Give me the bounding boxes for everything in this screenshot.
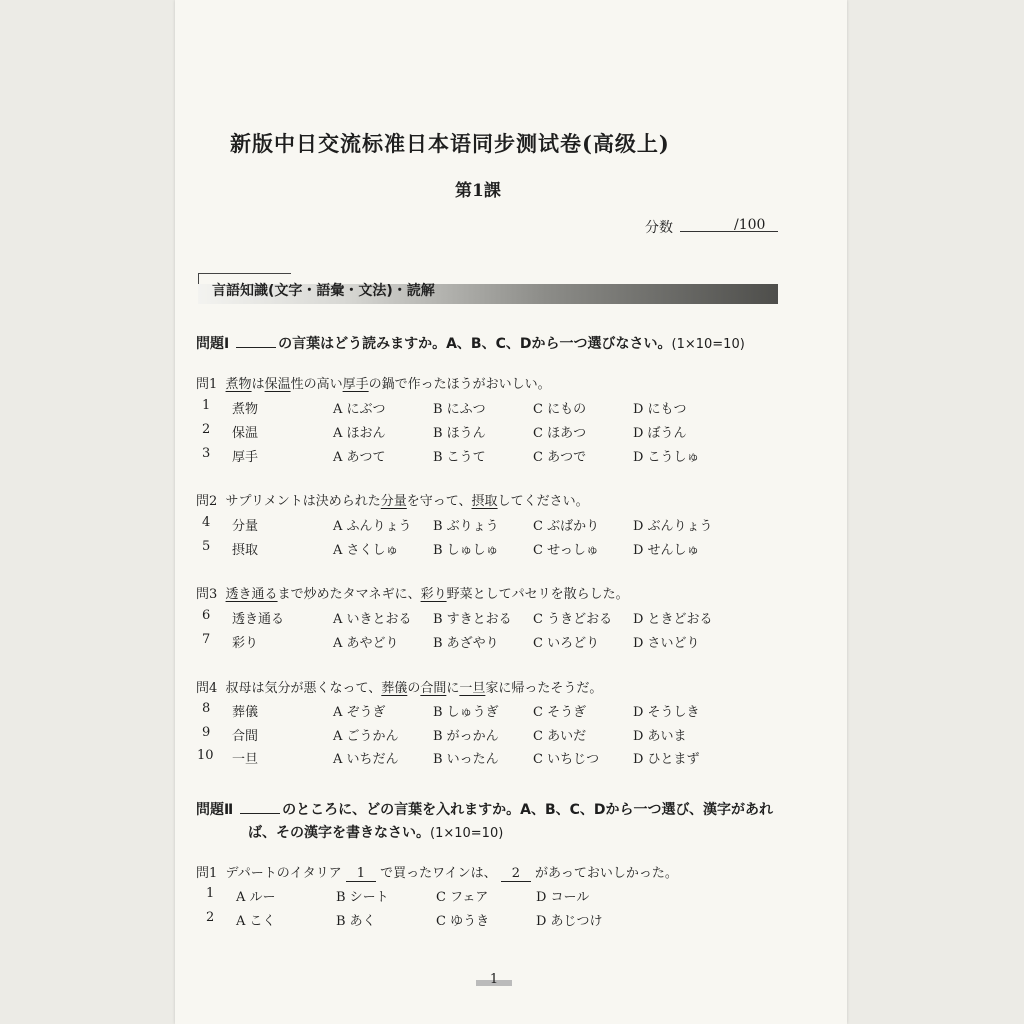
problem1-label: 問題Ⅰ — [196, 336, 230, 352]
item-word: 厚手 — [232, 450, 259, 465]
choice-b: B がっかん — [433, 729, 499, 744]
choice-d: D そうしき — [633, 705, 700, 720]
choice-a: A いちだん — [333, 752, 399, 767]
section-heading: 言語知識(文字・語彙・文法)・読解 — [212, 283, 435, 299]
problem2-text: ば、その漢字を書きなさい。 — [248, 825, 430, 841]
score-label-text: 分数 — [645, 220, 673, 236]
item-word: 葬儀 — [232, 705, 259, 720]
item-number: 4 — [202, 515, 211, 530]
choice-c: C いちじつ — [533, 752, 600, 767]
choice-a: A ぞうぎ — [333, 705, 386, 720]
question-text: まで炒めたタマネギに、 — [277, 587, 421, 602]
item-number: 3 — [202, 446, 211, 461]
question-underlined-word: 彩り — [420, 587, 447, 602]
question-text: を守って、 — [406, 494, 472, 509]
choice-a: A いきとおる — [333, 612, 412, 627]
choice-c: C うきどおる — [533, 612, 613, 627]
question-underlined-word: 透き通る — [225, 587, 278, 602]
question-text: サプリメントは決められた — [225, 494, 381, 509]
choice-c: C ぶばかり — [533, 519, 600, 534]
item-word: 透き通る — [232, 612, 285, 627]
item-number: 10 — [197, 748, 214, 763]
item-number: 1 — [206, 886, 215, 901]
choice-c: C あいだ — [533, 729, 587, 744]
problem2-question-1 — [196, 862, 678, 882]
question-label: 問4 — [196, 681, 218, 696]
score-underline — [732, 231, 778, 232]
choice-a: A ほおん — [333, 426, 386, 441]
choice-a: A さくしゅ — [333, 543, 399, 558]
problem2-heading — [196, 799, 773, 819]
question-text: 家に帰ったそうだ。 — [485, 681, 603, 696]
item-number: 7 — [202, 632, 211, 647]
problem2-points: (1×10=10) — [430, 826, 504, 841]
choice-b: B にふつ — [433, 402, 486, 417]
choice-c: C そうぎ — [533, 705, 587, 720]
page-number-text: 1 — [489, 972, 499, 987]
problem1-blank — [236, 335, 276, 348]
choice-b: B あざやり — [433, 636, 499, 651]
question-label: 問1 — [196, 866, 218, 881]
choice-d: D あいま — [633, 729, 687, 744]
item-number: 2 — [202, 422, 211, 437]
question-2 — [196, 490, 589, 509]
choice-a: A ふんりょう — [333, 519, 412, 534]
question-label: 問2 — [196, 494, 218, 509]
question-label: 問1 — [196, 377, 218, 392]
question-text: の鍋で作ったほうがおいしい。 — [368, 377, 551, 392]
choice-c: C フェア — [436, 890, 489, 905]
choice-d: D さいどり — [633, 636, 700, 651]
choice-c: C せっしゅ — [533, 543, 599, 558]
choice-d: D あじつけ — [536, 914, 603, 929]
question-text: があっておいしかった。 — [534, 866, 678, 881]
choice-d: D にもつ — [633, 402, 687, 417]
problem2-heading-line2 — [248, 822, 503, 842]
item-word: 一旦 — [232, 752, 259, 767]
choice-b: B ぶりょう — [433, 519, 499, 534]
problem2-label: 問題Ⅱ — [196, 802, 234, 818]
choice-c: C いろどり — [533, 636, 600, 651]
choice-b: B しゅうぎ — [433, 705, 499, 720]
item-word: 摂取 — [232, 543, 259, 558]
choice-a: A あやどり — [333, 636, 399, 651]
question-underlined-word: 摂取 — [471, 494, 498, 509]
choice-c: C にもの — [533, 402, 587, 417]
choice-d: D コール — [536, 890, 590, 905]
item-word: 煮物 — [232, 402, 259, 417]
item-word: 保温 — [232, 426, 259, 441]
choice-b: B こうて — [433, 450, 486, 465]
blank-1: 1 — [346, 866, 376, 882]
score-label — [645, 217, 673, 237]
question-text: 野菜としてパセリを散らした。 — [446, 587, 629, 602]
question-label: 問3 — [196, 587, 218, 602]
question-text: デパートのイタリア — [225, 866, 342, 881]
choice-b: B しゅしゅ — [433, 543, 499, 558]
choice-a: A ルー — [236, 890, 276, 905]
item-word: 分量 — [232, 519, 259, 534]
question-text: 性の高い — [290, 377, 343, 392]
question-text: で買ったワインは、 — [380, 866, 497, 881]
choice-d: D せんしゅ — [633, 543, 700, 558]
question-1 — [196, 373, 551, 392]
page-number — [476, 972, 512, 987]
problem2-text: のところに、どの言葉を入れますか。A、B、C、Dから一つ選び、漢字があれ — [282, 802, 773, 818]
question-text: に — [446, 681, 460, 696]
question-underlined-word: 分量 — [380, 494, 407, 509]
problem1-text: の言葉はどう読みますか。A、B、C、Dから一つ選びなさい。 — [278, 336, 672, 352]
problem1-heading — [196, 333, 745, 353]
score-total: /100 — [734, 217, 766, 233]
item-number: 2 — [206, 910, 215, 925]
choice-c: C ゆうき — [436, 914, 490, 929]
problem2-blank — [240, 801, 280, 814]
question-underlined-word: 保温 — [264, 377, 291, 392]
blank-2: 2 — [501, 866, 531, 882]
item-number: 5 — [202, 539, 211, 554]
score-blank — [680, 231, 732, 232]
choice-b: B ほうん — [433, 426, 486, 441]
question-underlined-word: 葬儀 — [381, 681, 408, 696]
item-number: 6 — [202, 608, 211, 623]
item-number: 9 — [202, 725, 211, 740]
question-text: してください。 — [497, 494, 589, 509]
item-word: 彩り — [232, 636, 259, 651]
problem1-points: (1×10=10) — [671, 337, 745, 352]
choice-d: D ぶんりょう — [633, 519, 713, 534]
choice-d: D ひとまず — [633, 752, 700, 767]
question-underlined-word: 一旦 — [459, 681, 486, 696]
choice-a: A あつて — [333, 450, 386, 465]
choice-a: A こく — [236, 914, 276, 929]
page-title: 新版中日交流标准日本语同步测试卷(高级上) — [230, 131, 670, 156]
choice-b: B シート — [336, 890, 389, 905]
choice-c: C ほあつ — [533, 426, 587, 441]
lesson-heading: 第1課 — [455, 181, 501, 201]
question-underlined-word: 合間 — [420, 681, 447, 696]
choice-d: D ときどおる — [633, 612, 713, 627]
choice-b: B すきとおる — [433, 612, 512, 627]
question-4 — [196, 677, 602, 696]
choice-a: A ごうかん — [333, 729, 399, 744]
question-text: 叔母は気分が悪くなって、 — [225, 681, 382, 696]
question-text: の — [407, 681, 421, 696]
question-3 — [196, 583, 629, 602]
choice-c: C あつで — [533, 450, 587, 465]
question-underlined-word: 厚手 — [342, 377, 369, 392]
choice-d: D ぼうん — [633, 426, 687, 441]
question-text: は — [251, 377, 265, 392]
question-underlined-word: 煮物 — [225, 377, 252, 392]
item-word: 合間 — [232, 729, 259, 744]
choice-d: D こうしゅ — [633, 450, 700, 465]
choice-b: B あく — [336, 914, 376, 929]
item-number: 8 — [202, 701, 211, 716]
choice-a: A にぶつ — [333, 402, 386, 417]
choice-b: B いったん — [433, 752, 499, 767]
item-number: 1 — [202, 398, 211, 413]
